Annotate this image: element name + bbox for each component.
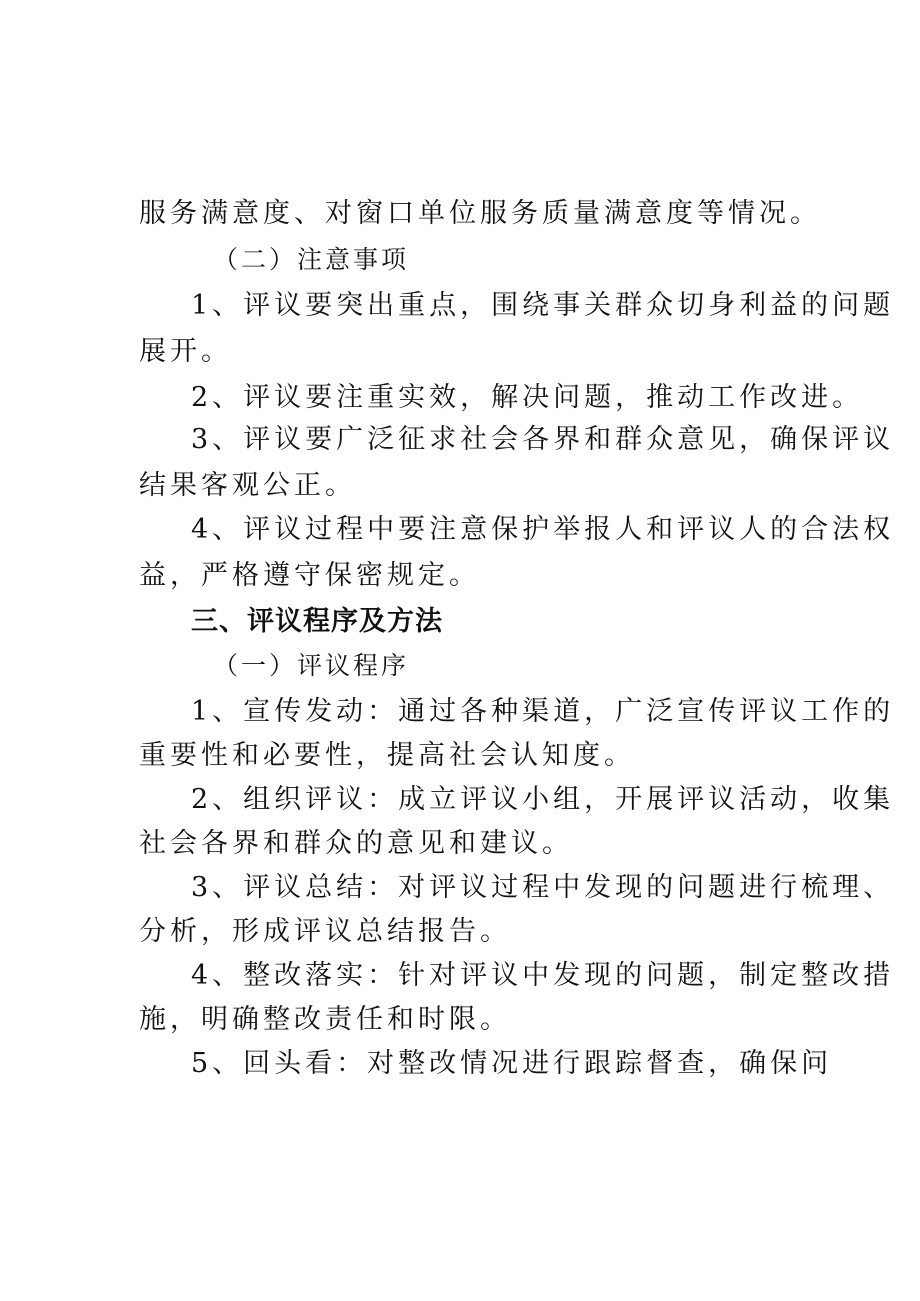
procedure-item-3-cont: 分析，形成评议总结报告。	[139, 916, 511, 947]
note-item-4: 4、评议过程中要注意保护举报人和评议人的合法权	[191, 514, 895, 545]
note-item-2: 2、评议要注重实效，解决问题，推动工作改进。	[191, 382, 864, 413]
procedure-item-1: 1、宣传发动：通过各种渠道，广泛宣传评议工作的	[191, 696, 895, 727]
note-item-3-cont: 结果客观公正。	[139, 470, 356, 501]
note-item-3: 3、评议要广泛征求社会各界和群众意见，确保评议	[191, 424, 895, 455]
paragraph-continuation: 服务满意度、对窗口单位服务质量满意度等情况。	[139, 198, 821, 229]
note-item-1: 1、评议要突出重点，围绕事关群众切身利益的问题	[191, 290, 895, 321]
subsection-heading-procedure: （一）评议程序	[213, 651, 410, 680]
procedure-item-5: 5、回头看：对整改情况进行跟踪督查，确保问	[191, 1048, 833, 1079]
procedure-item-4-cont: 施，明确整改责任和时限。	[139, 1004, 511, 1035]
section-heading-procedure: 三、评议程序及方法	[191, 606, 443, 637]
procedure-item-2-cont: 社会各界和群众的意见和建议。	[139, 828, 573, 859]
procedure-item-4: 4、整改落实：针对评议中发现的问题，制定整改措	[191, 960, 895, 991]
procedure-item-1-cont: 重要性和必要性，提高社会认知度。	[139, 740, 635, 771]
subsection-heading-notes: （二）注意事项	[213, 245, 410, 274]
note-item-4-cont: 益，严格遵守保密规定。	[139, 560, 480, 591]
procedure-item-3: 3、评议总结：对评议过程中发现的问题进行梳理、	[191, 872, 895, 903]
note-item-1-cont: 展开。	[139, 336, 232, 367]
procedure-item-2: 2、组织评议：成立评议小组，开展评议活动，收集	[191, 784, 895, 815]
